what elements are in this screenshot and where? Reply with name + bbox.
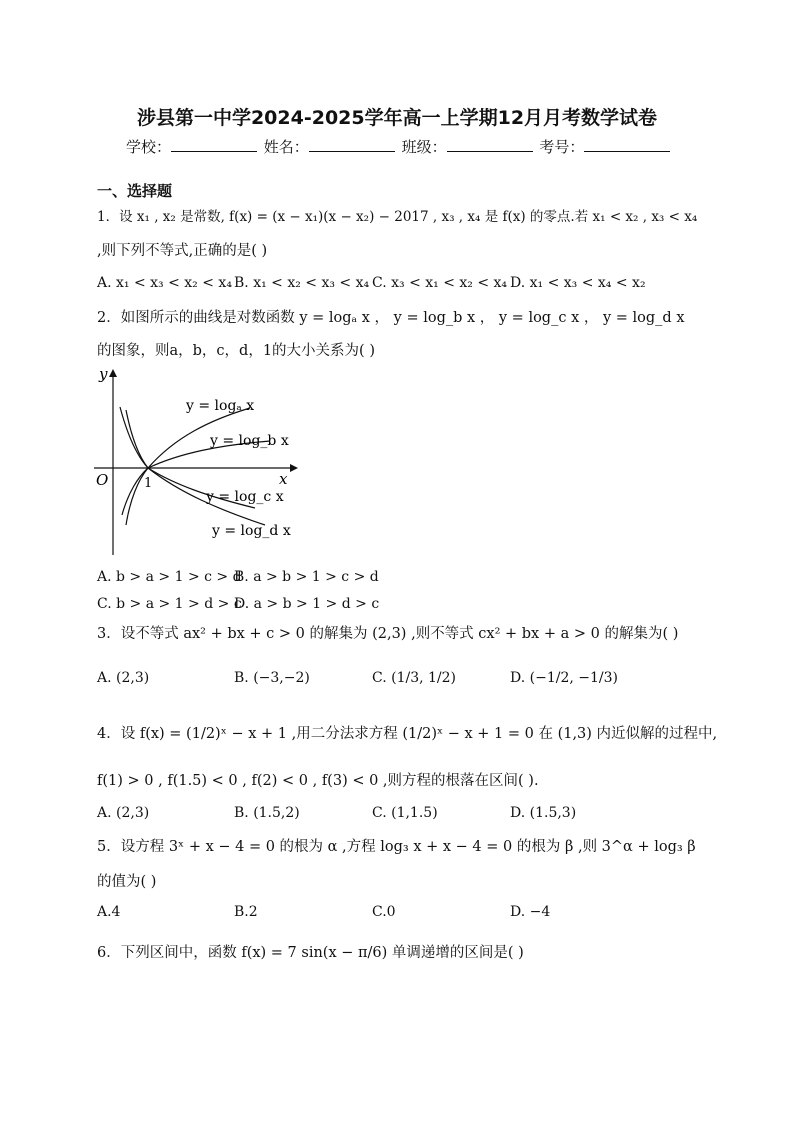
q4-option-b[interactable]: B. (1.5,2) xyxy=(234,805,300,821)
x-axis-arrow-icon xyxy=(290,464,298,472)
number-blank[interactable] xyxy=(584,137,670,152)
q2-stem-line2: 的图象，则a，b，c，d，1的大小关系为( ) xyxy=(97,343,375,359)
section-heading: 一、选择题 xyxy=(97,182,173,200)
curve-log-a xyxy=(126,408,250,525)
q1-option-a[interactable]: A. x₁ < x₃ < x₂ < x₄ xyxy=(97,275,232,291)
name-label: 姓名： xyxy=(263,138,309,156)
q2-option-a[interactable]: A. b > a > 1 > c > d xyxy=(97,569,242,585)
q5-option-d[interactable]: D. −4 xyxy=(510,904,551,920)
q2-option-d[interactable]: D. a > b > 1 > d > c xyxy=(234,596,380,612)
q1-option-b[interactable]: B. x₁ < x₂ < x₃ < x₄ xyxy=(234,275,370,291)
q5-option-c[interactable]: C.0 xyxy=(372,904,396,920)
school-label: 学校： xyxy=(126,138,172,156)
q3-option-a[interactable]: A. (2,3) xyxy=(97,670,150,686)
q5-stem-line2: 的值为( ) xyxy=(97,874,157,890)
q5-stem-line1: 5．设方程 3ˣ + x − 4 = 0 的根为 α ,方程 log₃ x + x − 4 = 0 的根为 β ,则 3^α + log₃ β xyxy=(97,839,696,855)
q3-option-c[interactable]: C. (1/3, 1/2) xyxy=(372,670,456,686)
class-blank[interactable] xyxy=(447,137,533,152)
q2-stem-line1: 2．如图所示的曲线是对数函数 y = logₐ x ， y = log_b x ， y = log_c x ， y = log_d x xyxy=(97,310,685,326)
q3-option-b[interactable]: B. (−3,−2) xyxy=(234,670,310,686)
q1-stem-line1: 1．设 x₁ , x₂ 是常数, f(x) = (x − x₁)(x − x₂) − 2017 , x₃ , x₄ 是 f(x) 的零点.若 x₁ < x₂ , x₃ < x₄ xyxy=(97,209,698,225)
q6-stem: 6．下列区间中，函数 f(x) = 7 sin(x − π/6) 单调递增的区间是( ) xyxy=(97,945,524,961)
q3-stem: 3．设不等式 ax² + bx + c > 0 的解集为 (2,3) ,则不等式 cx² + bx + a > 0 的解集为( ) xyxy=(97,626,679,642)
q4-option-d[interactable]: D. (1.5,3) xyxy=(510,805,577,821)
q2-option-b[interactable]: B. a > b > 1 > c > d xyxy=(234,569,379,585)
curve-label-b: y = log_b x xyxy=(210,433,289,449)
one-label: 1 xyxy=(144,476,153,491)
q1-stem-line2: ,则下列不等式,正确的是( ) xyxy=(97,243,268,259)
number-label: 考号： xyxy=(539,138,585,156)
student-info-fields xyxy=(126,136,672,157)
log-function-graph xyxy=(90,365,300,560)
page-title: 涉县第一中学2024-2025学年高一上学期12月月考数学试卷 xyxy=(136,107,658,129)
q5-option-a[interactable]: A.4 xyxy=(97,904,121,920)
q1-option-c[interactable]: C. x₃ < x₁ < x₂ < x₄ xyxy=(372,275,508,291)
school-blank[interactable] xyxy=(171,137,257,152)
y-axis-arrow-icon xyxy=(109,369,117,377)
curve-label-a: y = logₐ x xyxy=(186,398,255,414)
q4-stem-line1: 4．设 f(x) = (1/2)ˣ − x + 1 ,用二分法求方程 (1/2)ˣ − x + 1 = 0 在 (1,3) 内近似解的过程中, xyxy=(97,726,718,742)
q1-option-d[interactable]: D. x₁ < x₃ < x₄ < x₂ xyxy=(510,275,646,291)
q2-option-c[interactable]: C. b > a > 1 > d > c xyxy=(97,596,242,612)
q4-stem-line2: f(1) > 0 , f(1.5) < 0 , f(2) < 0 , f(3) < 0 ,则方程的根落在区间( ). xyxy=(97,773,539,789)
q3-option-d[interactable]: D. (−1/2, −1/3) xyxy=(510,670,618,686)
curve-label-d: y = log_d x xyxy=(212,523,291,539)
curve-log-d xyxy=(120,407,265,525)
origin-label: O xyxy=(96,471,109,489)
name-blank[interactable] xyxy=(309,137,395,152)
q4-option-c[interactable]: C. (1,1.5) xyxy=(372,805,438,821)
curve-label-c: y = log_c x xyxy=(206,489,284,505)
q5-option-b[interactable]: B.2 xyxy=(234,904,258,920)
q4-option-a[interactable]: A. (2,3) xyxy=(97,805,150,821)
class-label: 班级： xyxy=(401,138,447,156)
x-axis-label: x xyxy=(279,470,288,488)
y-axis-label: y xyxy=(99,365,108,383)
